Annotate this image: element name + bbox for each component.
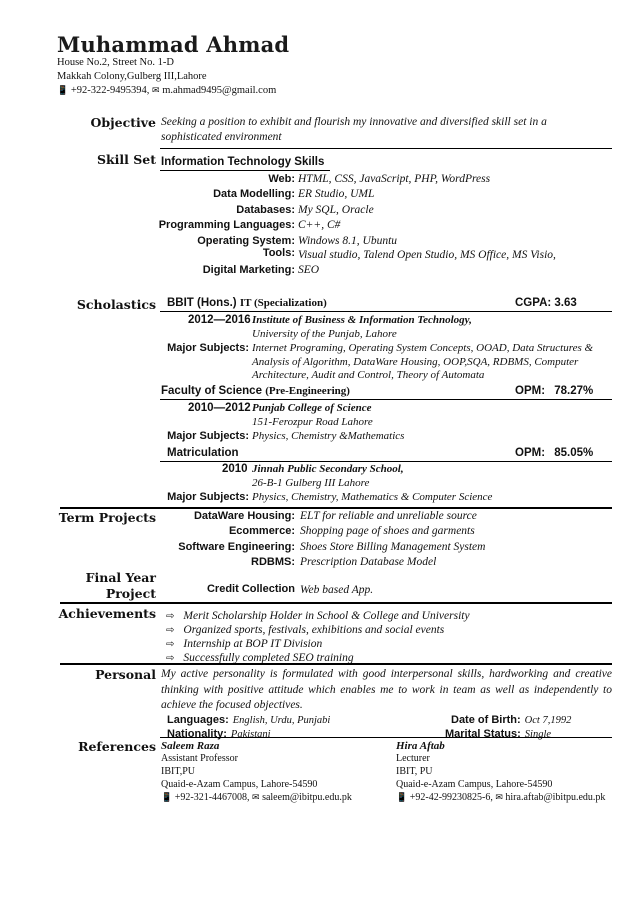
divider	[60, 602, 612, 604]
project-label: DataWare Housing:	[193, 510, 295, 522]
skills-heading: Skill Set	[96, 152, 156, 167]
fsc-subjects: Physics, Chemistry &Mathematics	[252, 430, 405, 442]
fsc-subjects-label: Major Subjects:	[167, 430, 249, 442]
address-line-1: House No.2, Street No. 1-D	[57, 57, 174, 68]
fsc-address: 151-Ferozpur Road Lahore	[252, 416, 373, 428]
reference-phone: +92-321-4467008,	[174, 792, 250, 803]
divider	[60, 507, 612, 509]
reference-email[interactable]: hira.aftab@ibitpu.edu.pk	[505, 792, 606, 803]
achievement-text: Successfully completed SEO training	[183, 652, 354, 664]
skill-value: ER Studio, UML	[298, 188, 375, 200]
fsc-institute: Punjab College of Science	[252, 402, 372, 414]
reference-contact	[161, 792, 352, 803]
matric-degree: Matriculation	[167, 447, 239, 459]
achievement-text: Organized sports, festivals, exhibitions and social events	[183, 624, 445, 636]
matric-grade-value: 85.05%	[554, 447, 594, 459]
skill-label: Digital Marketing:	[202, 264, 295, 276]
contact-line	[57, 85, 276, 96]
arrow-right-icon: ⇨	[166, 625, 175, 636]
project-value: Shopping page of shoes and garments	[300, 525, 475, 537]
skill-label: Data Modelling:	[213, 188, 295, 200]
bbit-subjects: Internet Programing, Operating System Concepts, OOAD, Data Structures & Analysis of Algorithm, DataWare Housing, OOP,SQA, RDBMS, Computer Architecture, Audit and Control, Theory of Automata	[252, 342, 594, 381]
matric-subjects-label: Major Subjects:	[167, 491, 249, 503]
project-value: Prescription Database Model	[300, 556, 437, 568]
skill-value: SEO	[298, 264, 320, 276]
reference-phone: +92-42-99230825-6,	[409, 792, 493, 803]
bbit-degree-name: BBIT (Hons.)	[167, 297, 237, 309]
fsc-grade-label: OPM:	[515, 385, 546, 397]
marital-value: Single	[524, 729, 552, 740]
skill-label: Operating System:	[197, 235, 295, 247]
email-address[interactable]: m.ahmad9495@gmail.com	[162, 85, 277, 96]
languages-value: English, Urdu, Punjabi	[232, 715, 331, 726]
achievement-text: Internship at BOP IT Division	[183, 638, 323, 650]
objective-text: Seeking a position to exhibit and flourish my innovative and diversified skill set in a sophisticated environment	[161, 116, 547, 143]
reference-address: Quaid-e-Azam Campus, Lahore-54590	[161, 779, 318, 790]
achievements-heading: Achievements	[58, 606, 156, 621]
address-line-2: Makkah Colony,Gulberg III,Lahore	[57, 71, 207, 82]
project-value: Shoes Store Billing Management System	[300, 541, 486, 553]
fsc-years: 2010—2012	[188, 402, 251, 414]
skill-value: Windows 8.1, Ubuntu	[298, 235, 398, 247]
candidate-name: Muhammad Ahmad	[57, 32, 290, 57]
divider	[160, 737, 612, 738]
matric-grade	[515, 447, 593, 459]
fsc-underline	[160, 399, 612, 400]
skill-value: HTML, CSS, JavaScript, PHP, WordPress	[298, 173, 491, 185]
bbit-field: IT (Specialization)	[239, 297, 327, 309]
final-project-label: Credit Collection	[206, 583, 295, 595]
email-icon: ✉	[252, 793, 260, 803]
bbit-grade: CGPA: 3.63	[515, 297, 577, 309]
final-project-heading-line1: Final Year	[85, 570, 156, 585]
project-value: ELT for reliable and unreliable source	[300, 510, 477, 522]
bbit-underline	[160, 311, 612, 312]
skills-title: Information Technology Skills	[161, 156, 325, 168]
dob-label: Date of Birth:	[451, 714, 521, 726]
reference-org: IBIT, PU	[396, 766, 433, 777]
arrow-right-icon: ⇨	[166, 639, 175, 650]
reference-title: Assistant Professor	[161, 753, 238, 764]
final-project-value: Web based App.	[300, 584, 374, 596]
matric-address: 26-B-1 Gulberg III Lahore	[252, 477, 370, 489]
fsc-grade	[515, 385, 593, 397]
skill-label: Databases:	[236, 204, 295, 216]
dob-value: Oct 7,1992	[524, 715, 572, 726]
skill-value: Visual studio, Talend Open Studio, MS Office, MS Visio,	[298, 249, 556, 261]
fsc-grade-value: 78.27%	[554, 385, 594, 397]
reference-contact	[396, 792, 605, 803]
arrow-right-icon: ⇨	[166, 611, 175, 622]
skill-label: Web:	[268, 173, 295, 185]
final-project-heading-line2: Project	[105, 586, 156, 601]
objective-heading: Objective	[90, 115, 156, 130]
reference-title: Lecturer	[396, 753, 430, 764]
marital-status	[445, 724, 551, 742]
skill-value: C++, C#	[298, 219, 341, 231]
projects-heading: Term Projects	[58, 510, 156, 525]
reference-name: Hira Aftab	[396, 740, 445, 752]
fsc-field: (Pre-Engineering)	[265, 385, 350, 397]
fsc-degree-name: Faculty of Science	[161, 385, 262, 397]
nationality-label: Nationality:	[167, 728, 227, 740]
project-label: Ecommerce:	[228, 525, 295, 537]
phone-icon: 📱	[161, 793, 173, 803]
matric-underline	[160, 461, 612, 462]
project-label: RDBMS:	[251, 556, 295, 568]
email-icon: ✉	[152, 86, 160, 96]
skill-label: Tools:	[262, 247, 295, 259]
phone-number: +92-322-9495394,	[70, 85, 150, 96]
bbit-university: University of the Punjab, Lahore	[252, 328, 397, 340]
phone-icon: 📱	[396, 793, 408, 803]
bbit-subjects-label: Major Subjects:	[167, 342, 249, 354]
references-heading: References	[78, 739, 156, 754]
marital-label: Marital Status:	[445, 728, 521, 740]
matric-subjects: Physics, Chemistry, Mathematics & Computer Science	[252, 491, 493, 503]
languages-label: Languages:	[167, 714, 229, 726]
email-icon: ✉	[495, 793, 503, 803]
matric-grade-label: OPM:	[515, 447, 546, 459]
bbit-degree	[167, 297, 327, 309]
reference-name: Saleem Raza	[161, 740, 220, 752]
skills-title-underline	[160, 170, 330, 171]
personal-heading: Personal	[95, 667, 156, 682]
bbit-years: 2012—2016	[188, 314, 251, 326]
scholastics-heading: Scholastics	[76, 297, 156, 312]
reference-org: IBIT,PU	[161, 766, 195, 777]
skill-value: My SQL, Oracle	[298, 204, 374, 216]
phone-icon: 📱	[57, 86, 69, 96]
divider	[60, 663, 612, 665]
project-label: Software Engineering:	[178, 541, 295, 553]
fsc-degree	[161, 385, 350, 397]
bbit-institute: Institute of Business & Information Technology,	[252, 314, 472, 326]
matric-year: 2010	[222, 463, 248, 475]
achievement-text: Merit Scholarship Holder in School & College and University	[183, 610, 470, 622]
reference-address: Quaid-e-Azam Campus, Lahore-54590	[396, 779, 553, 790]
personal-text: My active personality is formulated with good interpersonal skills, hardworking and creative thinking with positive attitude which enables me to work in team as well as independently to achieve the focused objectives.	[161, 668, 612, 711]
matric-institute: Jinnah Public Secondary School,	[252, 463, 404, 475]
nationality-value: Pakistani	[230, 729, 271, 740]
reference-email[interactable]: saleem@ibitpu.edu.pk	[262, 792, 352, 803]
arrow-right-icon: ⇨	[166, 653, 175, 664]
divider	[160, 148, 612, 149]
skill-label: Programming Languages:	[158, 219, 295, 231]
